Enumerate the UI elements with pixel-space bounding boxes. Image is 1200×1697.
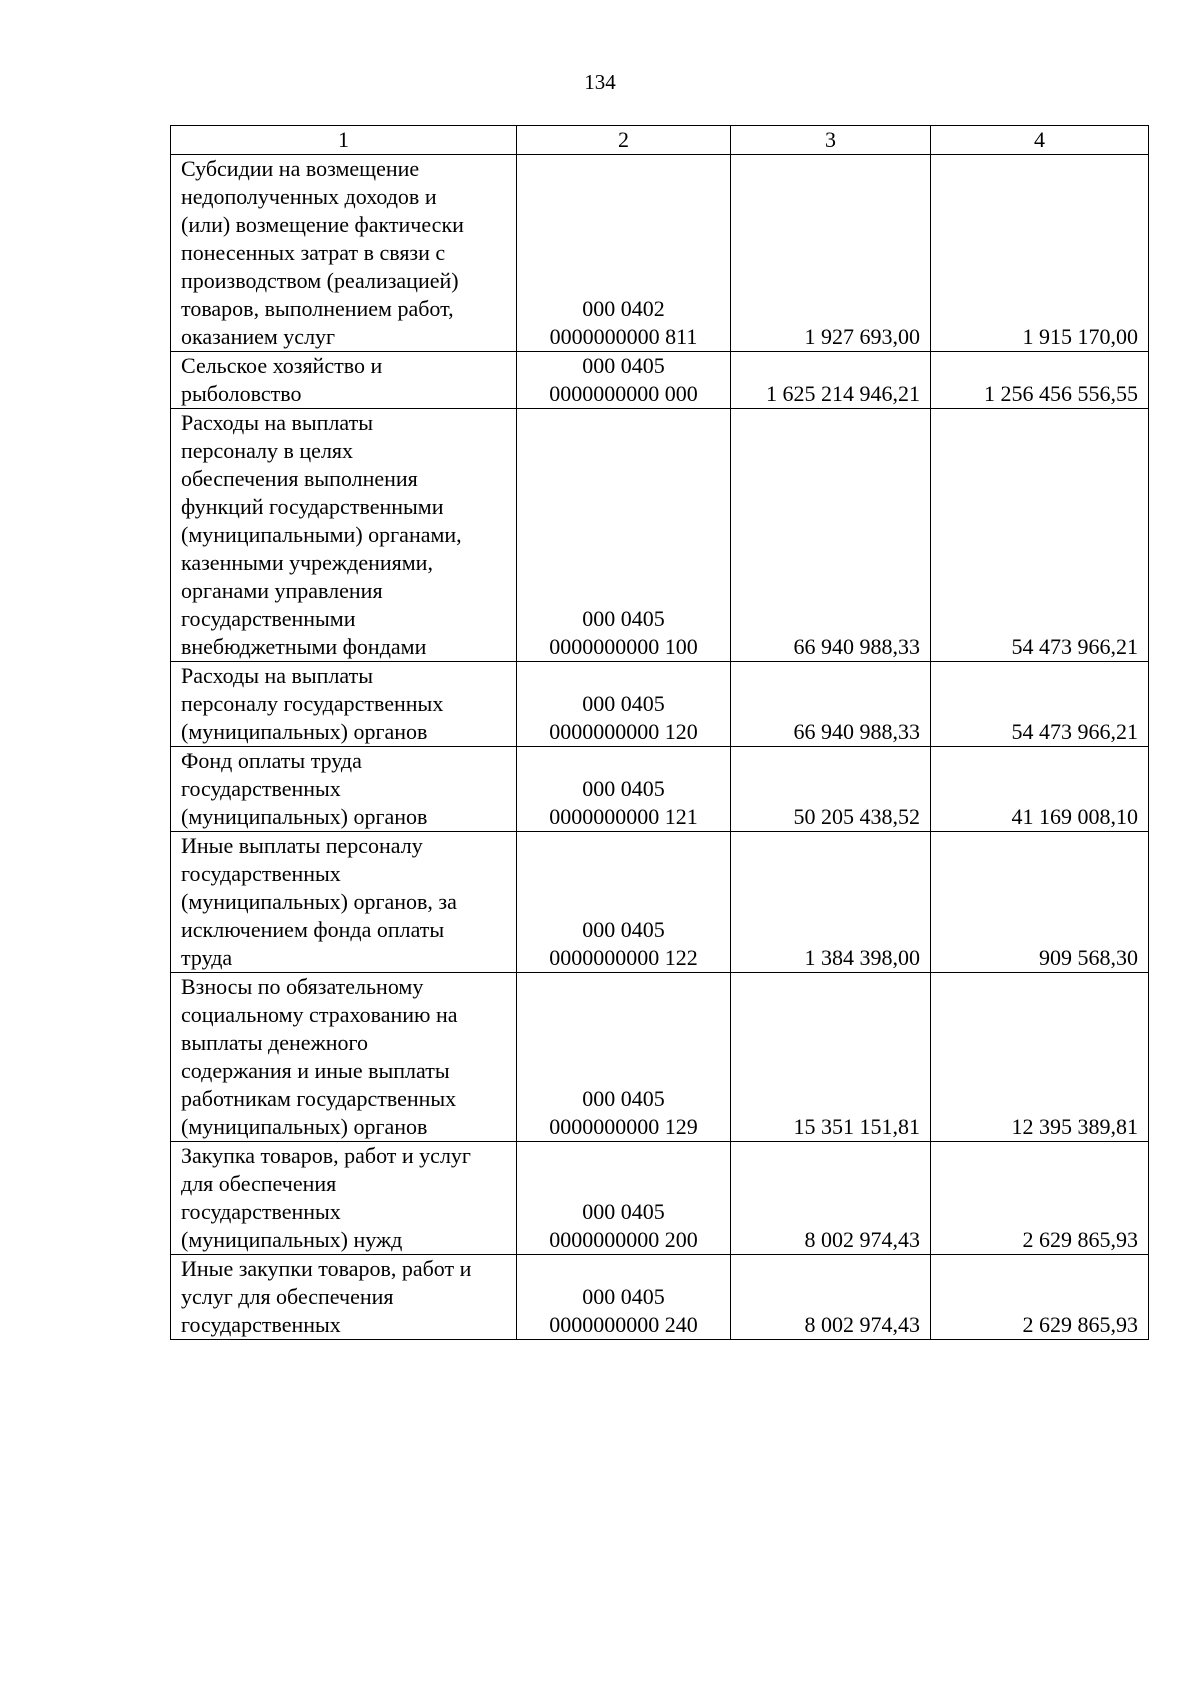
description-line: Сельское хозяйство и [181, 353, 383, 378]
code-line: 0000000000 240 [549, 1312, 698, 1337]
row-code [517, 155, 731, 352]
description-line: государственных [181, 861, 341, 886]
description-line: выплаты денежного [181, 1030, 368, 1055]
table-row [171, 1255, 1149, 1340]
row-amount-col3: 15 351 151,81 [731, 973, 931, 1142]
description-line: (муниципальных) органов [181, 719, 428, 744]
description-line: функций государственными [181, 494, 444, 519]
description-line: (муниципальных) органов [181, 804, 428, 829]
code-line: 000 0405 [582, 1199, 665, 1224]
row-amount-col4: 54 473 966,21 [931, 662, 1149, 747]
row-code [517, 352, 731, 409]
row-description [171, 155, 517, 352]
row-amount-col4: 54 473 966,21 [931, 409, 1149, 662]
table-header-row [171, 126, 1149, 155]
code-line: 000 0405 [582, 776, 665, 801]
row-amount-col3: 66 940 988,33 [731, 662, 931, 747]
row-amount-col4: 909 568,30 [931, 832, 1149, 973]
row-amount-col4: 2 629 865,93 [931, 1142, 1149, 1255]
row-amount-col3: 50 205 438,52 [731, 747, 931, 832]
row-code [517, 747, 731, 832]
description-line: (муниципальных) нужд [181, 1227, 403, 1252]
column-header-1: 1 [171, 126, 517, 155]
row-description [171, 747, 517, 832]
description-line: производством (реализацией) [181, 268, 459, 293]
description-line: органами управления [181, 578, 383, 603]
table-row [171, 155, 1149, 352]
row-description [171, 1142, 517, 1255]
description-line: (или) возмещение фактически [181, 212, 464, 237]
row-code [517, 662, 731, 747]
description-line: Закупка товаров, работ и услуг [181, 1143, 471, 1168]
code-line: 0000000000 122 [549, 945, 698, 970]
row-description [171, 409, 517, 662]
description-line: Взносы по обязательному [181, 974, 424, 999]
description-line: работникам государственных [181, 1086, 457, 1111]
row-code [517, 1142, 731, 1255]
table-row [171, 352, 1149, 409]
code-line: 000 0405 [582, 691, 665, 716]
row-description [171, 662, 517, 747]
description-line: недополученных доходов и [181, 184, 437, 209]
description-line: Расходы на выплаты [181, 663, 374, 688]
row-code [517, 1255, 731, 1340]
description-line: Иные выплаты персоналу [181, 833, 423, 858]
row-description [171, 352, 517, 409]
description-line: исключением фонда оплаты [181, 917, 445, 942]
description-line: услуг для обеспечения [181, 1284, 394, 1309]
description-line: социальному страхованию на [181, 1002, 458, 1027]
row-code [517, 409, 731, 662]
description-line: государственными [181, 606, 356, 631]
table-row [171, 973, 1149, 1142]
row-amount-col4: 1 256 456 556,55 [931, 352, 1149, 409]
row-description [171, 832, 517, 973]
row-code [517, 832, 731, 973]
row-amount-col3: 66 940 988,33 [731, 409, 931, 662]
table-body [171, 155, 1149, 1340]
code-line: 000 0405 [582, 353, 665, 378]
page-number: 134 [584, 70, 616, 94]
column-header-3: 3 [731, 126, 931, 155]
row-amount-col3: 1 927 693,00 [731, 155, 931, 352]
description-line: Фонд оплаты труда [181, 748, 362, 773]
row-amount-col3: 1 625 214 946,21 [731, 352, 931, 409]
table-row [171, 662, 1149, 747]
budget-table [170, 125, 1149, 1340]
description-line: государственных [181, 776, 341, 801]
code-line: 0000000000 200 [549, 1227, 698, 1252]
description-line: рыболовство [181, 381, 302, 406]
code-line: 0000000000 120 [549, 719, 698, 744]
description-line: государственных [181, 1199, 341, 1224]
description-line: содержания и иные выплаты [181, 1058, 450, 1083]
row-amount-col3: 8 002 974,43 [731, 1255, 931, 1340]
column-header-2: 2 [517, 126, 731, 155]
description-line: товаров, выполнением работ, [181, 296, 454, 321]
description-line: казенными учреждениями, [181, 550, 433, 575]
code-line: 000 0405 [582, 606, 665, 631]
description-line: государственных [181, 1312, 341, 1337]
table-row [171, 747, 1149, 832]
description-line: для обеспечения [181, 1171, 337, 1196]
code-line: 0000000000 100 [549, 634, 698, 659]
row-amount-col4: 12 395 389,81 [931, 973, 1149, 1142]
description-line: обеспечения выполнения [181, 466, 418, 491]
code-line: 0000000000 000 [549, 381, 698, 406]
description-line: (муниципальных) органов [181, 1114, 428, 1139]
description-line: (муниципальных) органов, за [181, 889, 457, 914]
row-description [171, 973, 517, 1142]
description-line: Расходы на выплаты [181, 410, 374, 435]
description-line: труда [181, 945, 233, 970]
code-line: 0000000000 121 [549, 804, 698, 829]
code-line: 0000000000 811 [549, 324, 698, 349]
description-line: персоналу государственных [181, 691, 444, 716]
column-header-4: 4 [931, 126, 1149, 155]
code-line: 000 0405 [582, 1086, 665, 1111]
table-row [171, 832, 1149, 973]
description-line: внебюджетными фондами [181, 634, 427, 659]
description-line: (муниципальными) органами, [181, 522, 462, 547]
table-row [171, 409, 1149, 662]
description-line: Иные закупки товаров, работ и [181, 1256, 472, 1281]
row-amount-col3: 8 002 974,43 [731, 1142, 931, 1255]
table-row [171, 1142, 1149, 1255]
row-amount-col4: 1 915 170,00 [931, 155, 1149, 352]
description-line: понесенных затрат в связи с [181, 240, 446, 265]
description-line: персоналу в целях [181, 438, 354, 463]
code-line: 000 0402 [582, 296, 665, 321]
row-code [517, 973, 731, 1142]
code-line: 000 0405 [582, 1284, 665, 1309]
code-line: 000 0405 [582, 917, 665, 942]
row-amount-col4: 41 169 008,10 [931, 747, 1149, 832]
code-line: 0000000000 129 [549, 1114, 698, 1139]
row-amount-col3: 1 384 398,00 [731, 832, 931, 973]
description-line: оказанием услуг [181, 324, 336, 349]
description-line: Субсидии на возмещение [181, 156, 420, 181]
row-description [171, 1255, 517, 1340]
row-amount-col4: 2 629 865,93 [931, 1255, 1149, 1340]
